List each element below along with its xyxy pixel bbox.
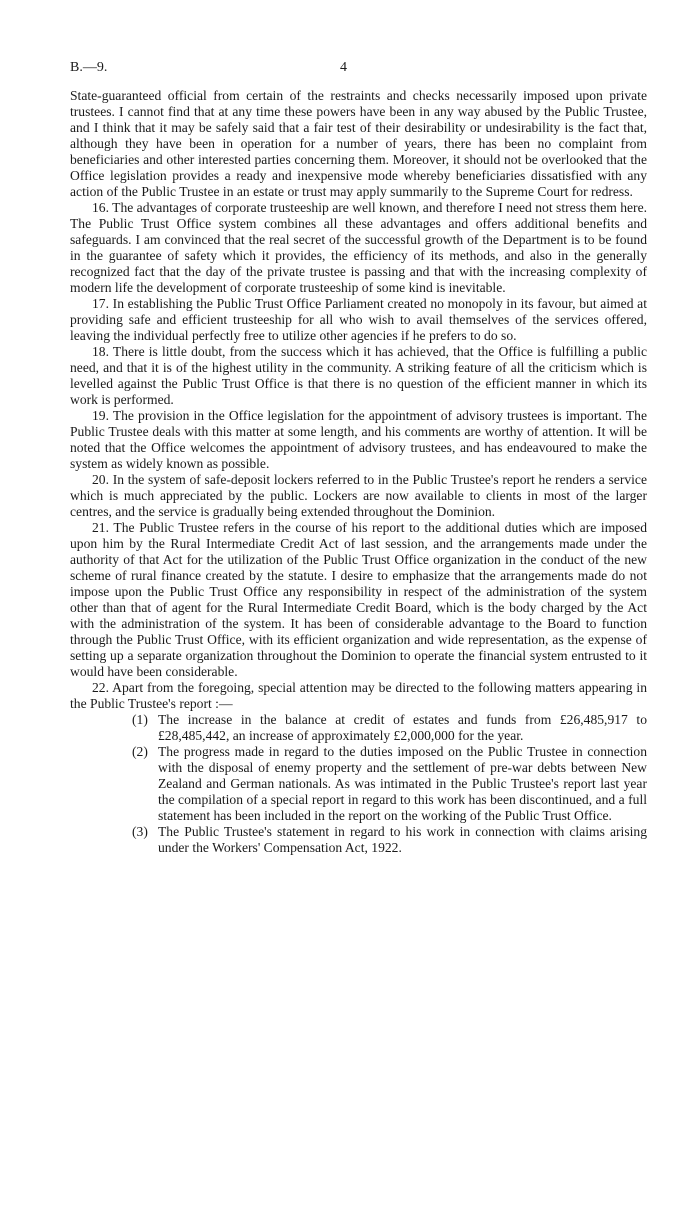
- list-item-text: The Public Trustee's statement in regard to his work in connection with claims arising under the Workers' Compensation Act, 1922.: [158, 824, 647, 855]
- list-item-label: (1): [132, 712, 148, 727]
- list-item-text: The progress made in regard to the duties imposed on the Public Trustee in connection with the disposal of enemy property and the settlement of pre-war debts between New Zealand and German nationals. As was intimated in the Public Trustee's report last year the compilation of a special report in regard to this work has been discontinued, and a full statement has been included in the report on the working of the Public Trust Office.: [158, 744, 647, 823]
- list-item: [132, 712, 647, 744]
- list-item: [132, 744, 647, 824]
- paragraph-20: 20. In the system of safe-deposit lockers referred to in the Public Trustee's report he renders a service which is much appreciated by the public. Lockers are now available to clients in most of the larger centres, and the service is gradually being extended throughout the Dominion.: [70, 472, 647, 519]
- list-item-label: (3): [132, 824, 148, 839]
- matters-list: [70, 712, 647, 856]
- paragraph-16: 16. The advantages of corporate trusteeship are well known, and therefore I need not stress them here. The Public Trust Office system combines all these advantages and offers additional benefits and safeguards. I am convinced that the real secret of the successful growth of the Department is to be found in the guarantee of safety which it provides, the efficiency of its methods, and also in the generally recognized fact that the day of the private trustee is passing and that with the increasing complexity of modern life the development of corporate trusteeship of some kind is inevitable.: [70, 200, 648, 295]
- paragraph-22: 22. Apart from the foregoing, special attention may be directed to the following matters appearing in the Public Trustee's report :—: [70, 680, 647, 711]
- list-item-label: (2): [132, 744, 148, 759]
- document-body: [70, 88, 647, 856]
- page-header: [70, 60, 647, 88]
- page-number: 4: [340, 60, 347, 75]
- paragraph-17: 17. In establishing the Public Trust Office Parliament created no monopoly in its favour, but aimed at providing safe and efficient trusteeship for all who wish to avail themselves of the services offered, leaving the individual perfectly free to utilize other agencies if he prefers to do so.: [70, 296, 647, 343]
- paragraph-continued: State-guaranteed official from certain of the restraints and checks necessarily imposed upon private trustees. I cannot find that at any time these powers have been in any way abused by the Public Trustee, and I think that it may be safely said that a fair test of their desirability or undesirability is the fact that, although they have been in operation for a number of years, there has been no complaint from beneficiaries and other interested parties concerning them. Moreover, it should not be overlooked that the Office legislation provides a ready and inexpensive mode whereby beneficiaries dissatisfied with any action of the Public Trustee in an estate or trust may apply summarily to the Supreme Court for redress.: [70, 88, 647, 199]
- list-item-text: The increase in the balance at credit of estates and funds from £26,485,917 to £28,485,442, an increase of approximately £2,000,000 for the year.: [158, 712, 647, 743]
- paragraph-18: 18. There is little doubt, from the success which it has achieved, that the Office is fulfilling a public need, and that it is of the highest utility in the community. A striking feature of all the criticism which is levelled against the Public Trust Office is that there is no question of the efficient manner in which its work is performed.: [70, 344, 647, 407]
- document-reference: B.—9.: [70, 60, 108, 75]
- paragraph-21: 21. The Public Trustee refers in the course of his report to the additional duties which are imposed upon him by the Rural Intermediate Credit Act of last session, and the arrangements made under the authority of that Act for the utilization of the Public Trust Office organization in the conduct of the new scheme of rural finance created by the statute. I desire to emphasize that the arrangements made do not impose upon the Public Trust Office any responsibility in respect of the administration of the system other than that of agent for the Rural Intermediate Credit Board, which is the body charged by the Act with the administration of the system. It has been of considerable advantage to the Board to function through the Public Trust Office, with its efficient organization and wide representation, as the expense of setting up a separate organization throughout the Dominion to operate the financial system entrusted to it would have been considerable.: [70, 520, 647, 679]
- list-item: [132, 824, 647, 856]
- paragraph-19: 19. The provision in the Office legislation for the appointment of advisory trustees is important. The Public Trustee deals with this matter at some length, and his comments are worthy of attention. It will be noted that the Office welcomes the appointment of advisory trustees, and has endeavoured to make the system as widely known as possible.: [70, 408, 647, 471]
